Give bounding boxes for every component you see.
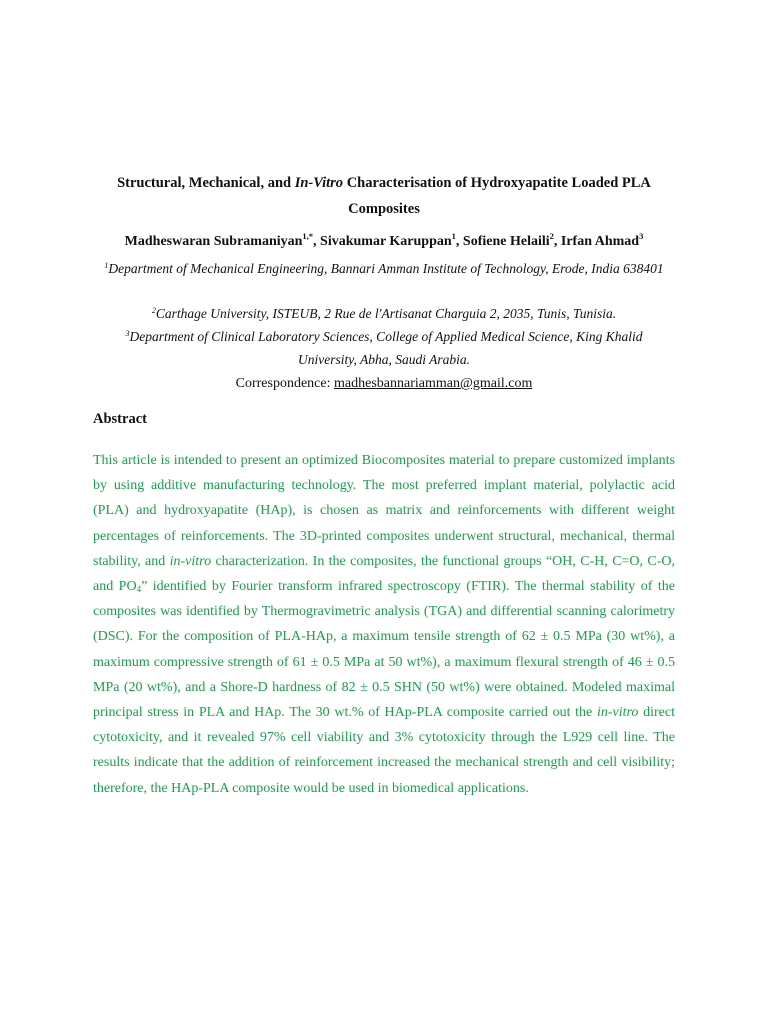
abstract-subscript: 4: [136, 584, 142, 595]
author-separator: ,: [553, 234, 561, 249]
affiliation-mark: 1: [104, 261, 109, 270]
title-italic: In-Vitro: [294, 175, 344, 191]
abstract-text: characterization. In the composites, the functional groups “OH, C-H, C=O, C-O, and PO: [93, 553, 675, 595]
abstract-italic-term: in-vitro: [596, 705, 639, 721]
affiliation-3: [96, 325, 672, 371]
affiliation-1: [96, 257, 672, 280]
correspondence: [96, 373, 672, 395]
author-name: Sofiene Helaili: [462, 234, 550, 249]
abstract-body: [93, 448, 675, 801]
correspondence-email-link[interactable]: madhesbannariamman@gmail.com: [334, 376, 533, 391]
author-separator: ,: [313, 234, 321, 249]
affiliation-text: Department of Mechanical Engineering, Bannari Amman Institute of Technology, Erode, India 638401: [108, 261, 664, 276]
abstract-heading: Abstract: [93, 411, 147, 427]
affiliation-text: Department of Clinical Laboratory Sciences, College of Applied Medical Science, King Khalid University, Abha, Saudi Arabia.: [129, 329, 643, 367]
affiliation-mark: 2: [151, 306, 156, 315]
abstract-italic-term: in-vitro: [169, 553, 212, 569]
author-affiliation-mark: 1: [451, 231, 456, 241]
affiliation-2: [96, 302, 672, 325]
author-name: Irfan Ahmad: [560, 234, 640, 249]
author-name: Madheswaran Subramaniyan: [124, 234, 303, 249]
affiliation-mark: 3: [125, 329, 130, 338]
author-affiliation-mark: 1,*: [302, 231, 314, 241]
abstract-text: This article is intended to present an optimized Biocomposites material to prepare customized implants by using additive manufacturing technology. The most preferred implant material, polylactic acid (PLA) and hydroxyapatite (HAp), is chosen as matrix and reinforcements with different weight percentages of reinforcements. The 3D-printed composites underwent structural, mechanical, thermal stability, and: [93, 453, 675, 569]
abstract-text: ” identified by Fourier transform infrared spectroscopy (FTIR). The thermal stability of the composites was identified by Thermogravimetric analysis (TGA) and differential scanning calorimetry (DSC). For the composition of PLA-HAp, a maximum tensile strength of 62 ± 0.5 MPa (30 wt%), a maximum compressive strength of 61 ± 0.5 MPa at 50 wt%), a maximum flexural strength of 46 ± 0.5 MPa (20 wt%), and a Shore-D hardness of 82 ± 0.5 SHN (50 wt%) were obtained. Modeled maximal principal stress in PLA and HAp. The 30 wt.% of HAp-PLA composite carried out the: [93, 579, 675, 721]
author-list: [80, 232, 688, 252]
affiliation-text: Carthage University, ISTEUB, 2 Rue de l'Artisanat Charguia 2, 2035, Tunis, Tunisia.: [155, 306, 617, 321]
author-affiliation-mark: 2: [549, 231, 554, 241]
title-part-1: Structural, Mechanical, and: [117, 175, 295, 191]
author-affiliation-mark: 3: [639, 231, 644, 241]
title-part-2: Characterisation of Hydroxyapatite Loaded PLA Composites: [343, 175, 651, 217]
correspondence-label: Correspondence:: [235, 376, 334, 391]
abstract-text: direct cytotoxicity, and it revealed 97% cell viability and 3% cytotoxicity through the L929 cell line. The results indicate that the addition of reinforcement increased the mechanical strength and cell visibility; therefore, the HAp-PLA composite would be used in biomedical applications.: [93, 705, 675, 796]
author-name: Sivakumar Karuppan: [320, 234, 452, 249]
author-separator: ,: [455, 234, 463, 249]
paper-title: [90, 170, 678, 222]
